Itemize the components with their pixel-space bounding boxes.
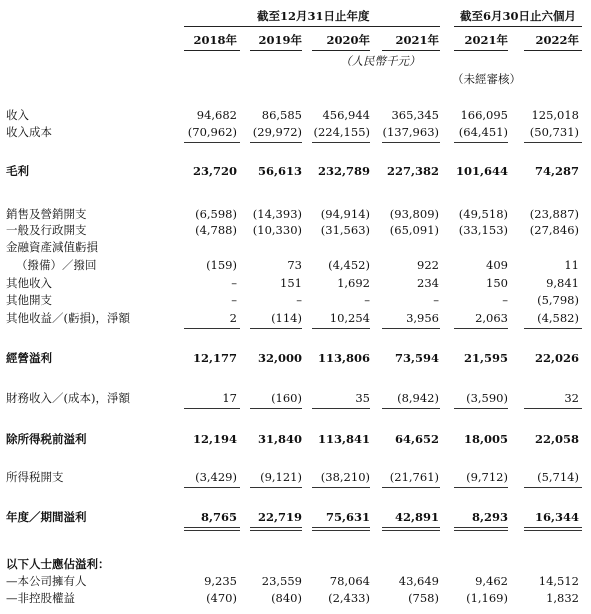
row-label: 財務收入／(成本)，淨額 — [6, 391, 130, 405]
unaudited-note: （未經審核） — [452, 72, 521, 86]
annual-period-header: 截至12月31日止年度 — [257, 9, 370, 23]
subtotal-rule — [524, 408, 582, 409]
table-cell: 113,841 — [317, 432, 370, 446]
table-cell: 73 — [287, 258, 302, 272]
subtotal-rule — [250, 487, 302, 488]
table-cell: 35 — [355, 391, 370, 405]
table-cell: (31,563) — [320, 223, 370, 237]
table-cell: 409 — [486, 258, 508, 272]
row-label: —本公司擁有人 — [6, 574, 87, 588]
subtotal-rule — [454, 408, 508, 409]
row-label: 年度／期間溢利 — [6, 510, 87, 524]
table-cell: 22,719 — [257, 510, 302, 524]
table-cell: 78,064 — [329, 574, 370, 588]
table-cell: – — [502, 293, 508, 307]
table-cell: (9,712) — [466, 470, 508, 484]
table-cell: (50,731) — [529, 125, 579, 139]
table-cell: (64,451) — [458, 125, 508, 139]
row-label: 收入成本 — [6, 125, 52, 139]
subtotal-rule — [524, 142, 582, 143]
col-underline-3 — [312, 50, 370, 51]
subtotal-rule — [454, 142, 508, 143]
subtotal-rule — [312, 408, 370, 409]
row-label: —非控股權益 — [6, 591, 75, 605]
subtotal-rule — [524, 328, 582, 329]
table-cell: (159) — [206, 258, 237, 272]
table-cell: (114) — [271, 311, 302, 325]
total-double-rule — [524, 527, 582, 528]
table-cell: 9,235 — [204, 574, 237, 588]
row-label: 所得税開支 — [6, 470, 64, 484]
total-double-rule — [312, 527, 370, 528]
table-cell: 86,585 — [261, 108, 302, 122]
interim-period-header: 截至6月30日止六個月 — [460, 9, 577, 23]
table-cell: – — [433, 293, 439, 307]
table-cell: 18,005 — [463, 432, 508, 446]
table-cell: (23,887) — [529, 207, 579, 221]
table-cell: (5,714) — [537, 470, 579, 484]
year-header-2022-interim: 2022年 — [535, 33, 579, 47]
table-cell: 232,789 — [317, 164, 370, 178]
table-cell: 94,682 — [196, 108, 237, 122]
row-label: 毛利 — [6, 164, 29, 178]
row-label: 收入 — [6, 108, 29, 122]
table-cell: 2,063 — [475, 311, 508, 325]
col-underline-5 — [454, 50, 508, 51]
year-header-2019: 2019年 — [258, 33, 302, 47]
table-cell: 166,095 — [460, 108, 508, 122]
row-label: 其他收益／(虧損)，淨額 — [6, 311, 130, 325]
table-cell: – — [231, 293, 237, 307]
total-double-rule — [250, 530, 302, 531]
row-label: 金融資產減值虧損 — [6, 240, 98, 254]
table-cell: (14,393) — [252, 207, 302, 221]
table-cell: (3,590) — [466, 391, 508, 405]
table-cell: (38,210) — [320, 470, 370, 484]
col-underline-4 — [382, 50, 440, 51]
table-cell: 32 — [564, 391, 579, 405]
subtotal-rule — [312, 142, 370, 143]
table-cell: 17 — [222, 391, 237, 405]
table-cell: 113,806 — [317, 351, 370, 365]
table-cell: (29,972) — [252, 125, 302, 139]
subtotal-rule — [382, 408, 440, 409]
year-header-2021-interim: 2021年 — [464, 33, 508, 47]
table-cell: 151 — [280, 276, 302, 290]
total-double-rule — [382, 530, 440, 531]
table-cell: 12,177 — [192, 351, 237, 365]
table-cell: 73,594 — [394, 351, 439, 365]
table-cell: 21,595 — [463, 351, 508, 365]
table-cell: 75,631 — [325, 510, 370, 524]
total-double-rule — [184, 530, 240, 531]
table-cell: (49,518) — [458, 207, 508, 221]
table-cell: 1,692 — [337, 276, 370, 290]
year-header-2020: 2020年 — [326, 33, 370, 47]
table-cell: 23,720 — [192, 164, 237, 178]
col-underline-2 — [250, 50, 302, 51]
table-cell: 14,512 — [538, 574, 579, 588]
total-double-rule — [184, 527, 240, 528]
table-cell: (27,846) — [529, 223, 579, 237]
subtotal-rule — [382, 328, 440, 329]
subtotal-rule — [250, 328, 302, 329]
table-cell: (1,169) — [466, 591, 508, 605]
subtotal-rule — [524, 487, 582, 488]
year-header-2021: 2021年 — [395, 33, 439, 47]
subtotal-rule — [184, 328, 240, 329]
row-label: （撥備）／撥回 — [16, 258, 97, 272]
subtotal-rule — [312, 328, 370, 329]
table-cell: – — [364, 293, 370, 307]
subtotal-rule — [184, 487, 240, 488]
subtotal-rule — [382, 487, 440, 488]
row-label: 經營溢利 — [6, 351, 52, 365]
table-cell: 227,382 — [386, 164, 439, 178]
table-cell: 64,652 — [394, 432, 439, 446]
table-cell: 22,058 — [534, 432, 579, 446]
table-cell: 31,840 — [257, 432, 302, 446]
subtotal-rule — [312, 487, 370, 488]
table-cell: (8,942) — [397, 391, 439, 405]
table-cell: – — [231, 276, 237, 290]
total-double-rule — [250, 527, 302, 528]
table-cell: (9,121) — [260, 470, 302, 484]
table-cell: 42,891 — [394, 510, 439, 524]
table-cell: 125,018 — [531, 108, 579, 122]
table-cell: 150 — [486, 276, 508, 290]
table-cell: 8,765 — [200, 510, 237, 524]
table-cell: 11 — [564, 258, 579, 272]
table-cell: 365,345 — [391, 108, 439, 122]
row-label: 一般及行政開支 — [6, 223, 87, 237]
total-double-rule — [454, 527, 508, 528]
table-cell: 56,613 — [257, 164, 302, 178]
table-cell: (6,598) — [195, 207, 237, 221]
col-underline-1 — [184, 50, 240, 51]
table-cell: 456,944 — [322, 108, 370, 122]
total-double-rule — [524, 530, 582, 531]
subtotal-rule — [184, 408, 240, 409]
table-cell: (33,153) — [458, 223, 508, 237]
table-cell: (93,809) — [389, 207, 439, 221]
interim-header-underline — [454, 26, 582, 27]
table-cell: 101,644 — [455, 164, 508, 178]
table-cell: (5,798) — [537, 293, 579, 307]
subtotal-rule — [454, 328, 508, 329]
subtotal-rule — [454, 487, 508, 488]
subtotal-rule — [250, 142, 302, 143]
table-cell: 8,293 — [471, 510, 508, 524]
table-cell: 2 — [229, 311, 237, 325]
row-label: 除所得税前溢利 — [6, 432, 87, 446]
row-label: 其他開支 — [6, 293, 52, 307]
table-cell: 3,956 — [406, 311, 439, 325]
table-cell: 12,194 — [192, 432, 237, 446]
total-double-rule — [454, 530, 508, 531]
table-cell: (758) — [408, 591, 439, 605]
table-cell: 922 — [417, 258, 439, 272]
table-cell: 1,832 — [546, 591, 579, 605]
table-cell: 9,462 — [475, 574, 508, 588]
table-cell: 32,000 — [257, 351, 302, 365]
total-double-rule — [382, 527, 440, 528]
table-cell: 16,344 — [534, 510, 579, 524]
table-cell: (94,914) — [320, 207, 370, 221]
currency-unit-note: （人民幣千元） — [340, 54, 421, 68]
subtotal-rule — [382, 142, 440, 143]
subtotal-rule — [184, 142, 240, 143]
table-cell: (840) — [271, 591, 302, 605]
table-cell: (224,155) — [313, 125, 370, 139]
table-cell: (10,330) — [252, 223, 302, 237]
table-cell: (470) — [206, 591, 237, 605]
row-label: 銷售及營銷開支 — [6, 207, 87, 221]
table-cell: 43,649 — [398, 574, 439, 588]
table-cell: (4,582) — [537, 311, 579, 325]
table-cell: (2,433) — [328, 591, 370, 605]
table-cell: 9,841 — [546, 276, 579, 290]
table-cell: (4,788) — [195, 223, 237, 237]
subtotal-rule — [250, 408, 302, 409]
table-cell: 22,026 — [534, 351, 579, 365]
table-cell: 234 — [417, 276, 439, 290]
table-cell: 74,287 — [534, 164, 579, 178]
year-header-2018: 2018年 — [193, 33, 237, 47]
table-cell: 10,254 — [329, 311, 370, 325]
table-cell: 23,559 — [261, 574, 302, 588]
table-cell: – — [296, 293, 302, 307]
table-cell: (4,452) — [328, 258, 370, 272]
total-double-rule — [312, 530, 370, 531]
table-cell: (70,962) — [187, 125, 237, 139]
table-cell: (137,963) — [382, 125, 439, 139]
table-cell: (3,429) — [195, 470, 237, 484]
row-label: 以下人士應佔溢利： — [6, 557, 110, 571]
row-label: 其他收入 — [6, 276, 52, 290]
table-cell: (21,761) — [389, 470, 439, 484]
col-underline-6 — [524, 50, 582, 51]
annual-header-underline — [184, 26, 440, 27]
table-cell: (65,091) — [389, 223, 439, 237]
table-cell: (160) — [271, 391, 302, 405]
